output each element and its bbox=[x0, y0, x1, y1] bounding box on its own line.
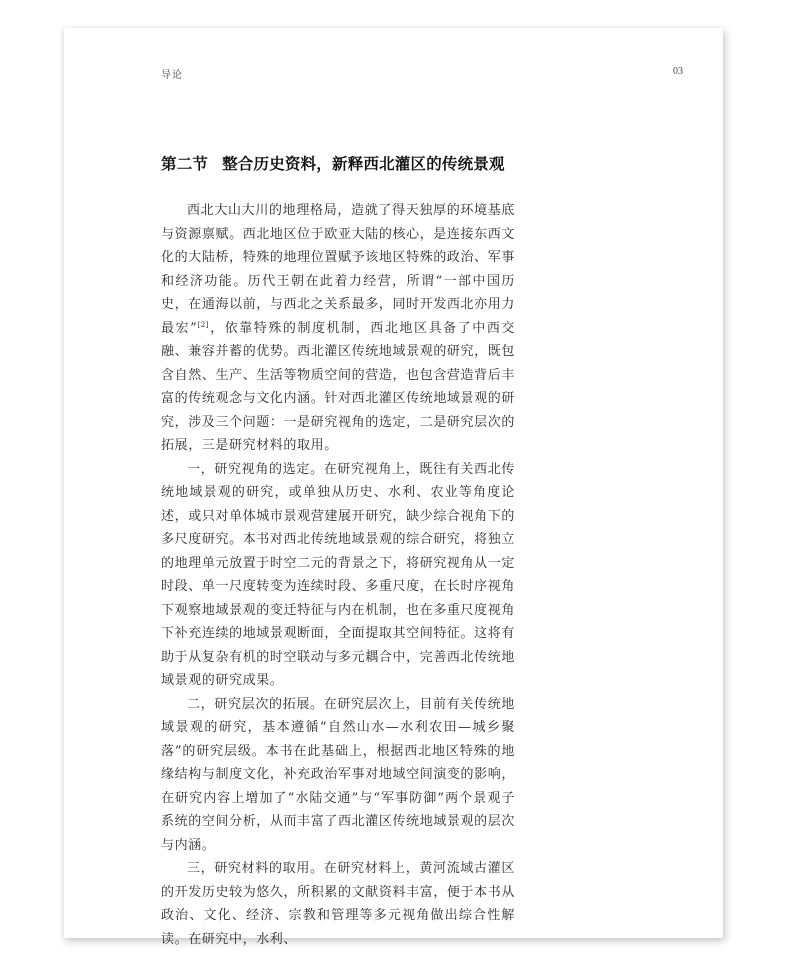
section-number: 第二节 bbox=[161, 154, 209, 173]
paragraph-research-levels: 二，研究层次的拓展。在研究层次上，目前有关传统地域景观的研究，基本遵循“自然山水—水利农田—城乡聚落”的研究层级。本书在此基础上，根据西北地区特殊的地缘结构与制度文化，补充政治军事对地域空间演变的影响，在研究内容上增加了“水陆交通”与“军事防御”两个景观子系统的空间分析，从而丰富了西北灌区传统地域景观的层次与内涵。 bbox=[161, 696, 515, 853]
paragraph-text: 西北大山大川的地理格局，造就了得天独厚的环境基底与资源禀赋。西北地区位于欧亚大陆的核心，是连接东西文化的大陆桥，特殊的地理位置赋予该地区特殊的政治、军事和经济功能。历代王朝在此着力经营，所谓“一部中国历史，在通海以前，与西北之关系最多，同时开发西北亦用力最宏” bbox=[161, 203, 515, 336]
section-heading-text: 整合历史资料，新释西北灌区的传统景观 bbox=[222, 154, 505, 173]
page-number: 03 bbox=[673, 66, 683, 77]
section-title bbox=[161, 152, 505, 174]
paragraph-research-materials: 三，研究材料的取用。在研究材料上，黄河流域古灌区的开发历史较为悠久，所积累的文献资料丰富，便于本书从政治、文化、经济、宗教和管理等多元视角做出综合性解读。在研究中，水利、 bbox=[161, 861, 515, 947]
running-head: 导论 bbox=[161, 70, 183, 81]
footnote-reference[interactable]: [2] bbox=[197, 320, 210, 329]
paragraph-research-perspective: 一，研究视角的选定。在研究视角上，既往有关西北传统地域景观的研究，或单独从历史、水利、农业等角度论述，或只对单体城市景观营建展开研究，缺少综合视角下的多尺度研究。本书对西北传统地域景观的综合研究，将独立的地理单元放置于时空二元的背景之下，将研究视角从一定时段、单一尺度转变为连续时段、多重尺度，在长时序视角下观察地域景观的变迁特征与内在机制，也在多重尺度视角下补充连续的地域景观断面，全面提取其空间特征。这将有助于从复杂有机的时空联动与多元耦合中，完善西北传统地域景观的研究成果。 bbox=[161, 461, 515, 688]
document-page bbox=[64, 28, 723, 947]
paragraph-intro bbox=[161, 199, 515, 458]
paragraph-text: ，依靠特殊的制度机制，西北地区具备了中西交融、兼容并蓄的优势。西北灌区传统地域景观的研究，既包含自然、生产、生活等物质空间的营造，也包含营造背后丰富的传统观念与文化内涵。针对西北灌区传统地域景观的研究，涉及三个问题：一是研究视角的选定，二是研究层次的拓展，三是研究材料的取用。 bbox=[161, 320, 515, 453]
body-text bbox=[161, 199, 515, 951]
